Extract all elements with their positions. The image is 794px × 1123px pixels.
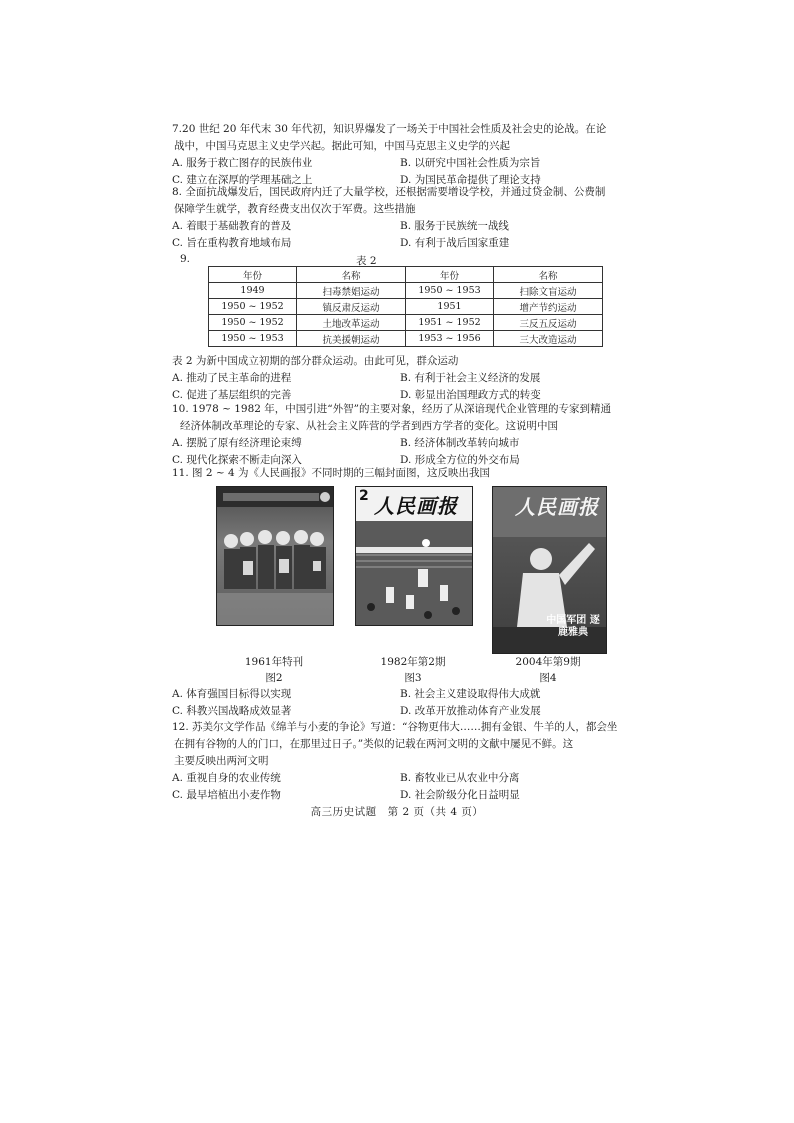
question-stem: 8. 全面抗战爆发后，国民政府内迁了大量学校，还根据需要增设学校，并通过贷金制、公费制 — [172, 186, 606, 198]
magazine-cover-1961 — [216, 486, 334, 626]
option-b: B. 有利于社会主义经济的发展 — [400, 372, 541, 384]
option-d: D. 为国民革命提供了理论支持 — [400, 173, 541, 186]
cover-issue-number: 2 — [359, 488, 369, 504]
table-cell: 1950 ~ 1953 — [209, 331, 297, 347]
table-cell: 1950 ~ 1953 — [406, 283, 494, 299]
page-footer: 高三历史试题 第 2 页（共 4 页） — [310, 806, 484, 818]
table-row — [209, 299, 603, 315]
cover-caption: 2004年第9期 — [515, 656, 581, 668]
question-stem: 12. 苏美尔文学作品《绵羊与小麦的争论》写道：“谷物更伟大……拥有金银、牛羊的人，都会坐 — [172, 721, 618, 733]
table-cell: 1950 ~ 1952 — [209, 299, 297, 315]
table-cell: 1950 ~ 1952 — [209, 315, 297, 331]
options — [172, 686, 632, 719]
question-11 — [172, 465, 632, 482]
question-stem: 在拥有谷物的人的门口，在那里过日子。”类似的记载在两河文明的文献中屡见不鲜。这 — [174, 738, 574, 750]
table-row — [209, 315, 603, 331]
options — [172, 770, 632, 803]
table-cell: 三反五反运动 — [494, 315, 603, 331]
options — [172, 435, 632, 468]
table-cell: 1949 — [209, 283, 297, 299]
figure-label: 图3 — [404, 672, 422, 684]
option-a: A. 体育强国目标得以实现 — [172, 688, 292, 700]
table-row — [209, 283, 603, 299]
table-cell: 抗美援朝运动 — [297, 331, 406, 347]
option-d: D. 形成全方位的外交布局 — [400, 453, 520, 466]
table-header: 年份 — [209, 267, 297, 283]
question-stem: 保障学生就学，教育经费支出仅次于军费。这些措施 — [174, 203, 416, 215]
table-cell: 扫除文盲运动 — [494, 283, 603, 299]
option-b: B. 社会主义建设取得伟大成就 — [400, 688, 541, 700]
option-c: C. 现代化探索不断走向深入 — [172, 453, 302, 466]
question-9-number: 9. — [180, 253, 191, 265]
table-cell: 1953 ~ 1956 — [406, 331, 494, 347]
option-c: C. 促进了基层组织的完善 — [172, 388, 292, 401]
option-a: A. 着眼于基础教育的普及 — [172, 220, 292, 232]
table-cell: 三大改造运动 — [494, 331, 603, 347]
question-stem: 战中，中国马克思主义史学兴起。据此可知，中国马克思主义史学的兴起 — [174, 140, 510, 152]
table-cell: 镇反肃反运动 — [297, 299, 406, 315]
table-cell: 1951 ~ 1952 — [406, 315, 494, 331]
question-stem: 主要反映出两河文明 — [174, 755, 269, 767]
question-7 — [172, 121, 632, 188]
option-c: C. 建立在深厚的学理基础之上 — [172, 173, 313, 186]
table-cell: 1951 — [406, 299, 494, 315]
table-header-row — [209, 267, 603, 283]
option-b: B. 服务于民族统一战线 — [400, 220, 509, 232]
table-header: 年份 — [406, 267, 494, 283]
option-d: D. 有利于战后国家重建 — [400, 236, 510, 249]
option-c: C. 旨在重构教育地域布局 — [172, 236, 292, 249]
table-cell: 土地改革运动 — [297, 315, 406, 331]
table-title: 表 2 — [356, 255, 377, 267]
option-b: B. 经济体制改革转向城市 — [400, 437, 520, 449]
cover-overlay-text: 中国军团 逐鹿雅典 — [546, 615, 600, 638]
option-d: D. 社会阶级分化日益明显 — [400, 788, 520, 801]
option-c: C. 科教兴国战略成效显著 — [172, 704, 292, 717]
question-stem: 7.20 世纪 20 年代末 30 年代初，知识界爆发了一场关于中国社会性质及社会史的论战。在论 — [172, 123, 607, 135]
table-cell: 扫毒禁娼运动 — [297, 283, 406, 299]
option-c: C. 最早培植出小麦作物 — [172, 788, 281, 801]
figure-label: 图4 — [539, 672, 557, 684]
table-row — [209, 331, 603, 347]
option-b: B. 畜牧业已从农业中分离 — [400, 772, 520, 784]
cover-caption: 1982年第2期 — [380, 656, 446, 668]
question-stem: 11. 图 2 ~ 4 为《人民画报》不同时期的三幅封面图，这反映出我国 — [172, 467, 491, 479]
cover-caption: 1961年特刊 — [244, 656, 304, 668]
option-a: A. 摆脱了原有经济理论束缚 — [172, 437, 302, 449]
option-a: A. 推动了民主革命的进程 — [172, 372, 292, 384]
question-stem: 表 2 为新中国成立初期的部分群众运动。由此可见，群众运动 — [172, 355, 459, 367]
movements-table — [208, 266, 603, 347]
question-stem: 10. 1978 ~ 1982 年，中国引进“外智”的主要对象，经历了从深谙现代企业管理的专家到精通 — [172, 403, 612, 415]
table-header: 名称 — [494, 267, 603, 283]
figure-label: 图2 — [265, 672, 283, 684]
cover-photo-team-icon — [217, 487, 333, 625]
options — [172, 370, 632, 403]
option-d: D. 改革开放推动体育产业发展 — [400, 704, 541, 717]
question-9 — [172, 353, 632, 403]
cover-masthead: 人民画报 — [374, 494, 458, 518]
question-11-options — [172, 686, 632, 719]
option-a: A. 服务于救亡图存的民族伟业 — [172, 157, 313, 169]
question-12 — [172, 719, 632, 803]
magazine-cover-1982 — [355, 486, 473, 626]
table-cell: 增产节约运动 — [494, 299, 603, 315]
question-10 — [172, 401, 632, 468]
options — [172, 218, 632, 251]
option-b: B. 以研究中国社会性质为宗旨 — [400, 157, 541, 169]
question-8 — [172, 184, 632, 251]
cover-masthead: 人民画报 — [515, 495, 599, 519]
magazine-cover-2004 — [492, 486, 607, 654]
table-header: 名称 — [297, 267, 406, 283]
option-d: D. 彰显出治国理政方式的转变 — [400, 388, 541, 401]
question-stem: 经济体制改革理论的专家、从社会主义阵营的学者到西方学者的变化。这说明中国 — [180, 420, 558, 432]
option-a: A. 重视自身的农业传统 — [172, 772, 281, 784]
